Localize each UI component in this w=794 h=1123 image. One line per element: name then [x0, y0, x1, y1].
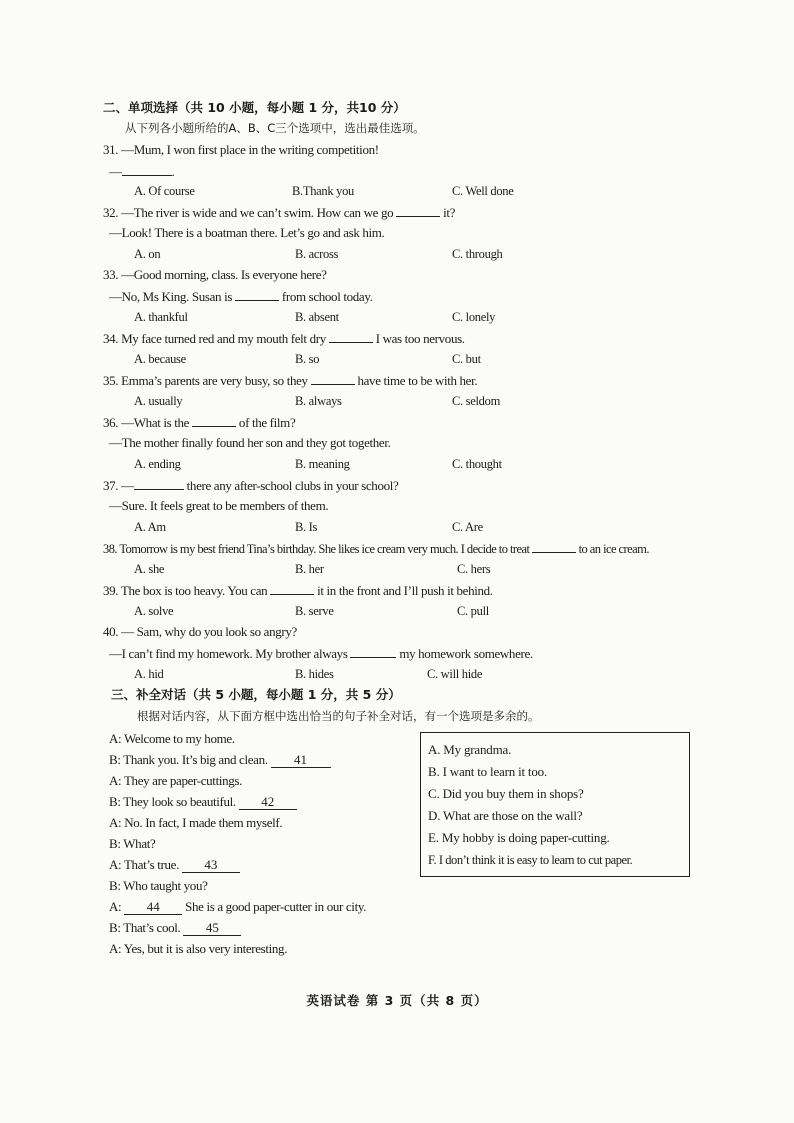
question-32-reply: —Look! There is a boatman there. Let’s go and ask him.: [109, 225, 385, 240]
question-32: 32. —The river is wide and we can’t swim. How can we go it?: [103, 205, 456, 220]
question-31-reply: — .: [109, 164, 175, 179]
dialogue-line: B: Who taught you?: [109, 878, 208, 893]
box-option: B. I want to learn it too.: [428, 764, 547, 779]
option-a: A. she: [134, 562, 165, 576]
question-33: 33. —Good morning, class. Is everyone here?: [103, 267, 327, 282]
section-title: 二、单项选择（共 10 小题，每小题 1 分，共10 分）: [103, 100, 406, 115]
option-b: B. hides: [295, 667, 334, 681]
option-b: B. across: [295, 247, 339, 261]
option-a: A. because: [134, 352, 186, 366]
dialogue-line: A: Yes, but it is also very interesting.: [109, 941, 288, 956]
blank-43: 43: [182, 858, 240, 873]
box-option: E. My hobby is doing paper-cutting.: [428, 830, 610, 845]
option-c: C. will hide: [427, 667, 483, 681]
blank-41: 41: [271, 753, 331, 768]
blank-44: 44: [124, 900, 182, 915]
option-b: B. absent: [295, 310, 339, 324]
question-40-reply: —I can’t find my homework. My brother always my homework somewhere.: [109, 646, 533, 661]
option-b: B. serve: [295, 604, 334, 618]
dialogue-line: A: That’s true. 43: [109, 857, 240, 873]
section-instruction: 从下列各小题所给的A、B、C三个选项中，选出最佳选项。: [125, 121, 425, 135]
option-a: A. thankful: [134, 310, 188, 324]
dialogue-line: A: Welcome to my home.: [109, 731, 235, 746]
option-b: B. always: [295, 394, 342, 408]
option-a: A. hid: [134, 667, 164, 681]
question-33-reply: —No, Ms King. Susan is from school today.: [109, 289, 373, 304]
blank-42: 42: [239, 795, 297, 810]
question-36-reply: —The mother finally found her son and they got together.: [109, 435, 391, 450]
box-option: D. What are those on the wall?: [428, 808, 583, 823]
option-c: C. but: [452, 352, 481, 366]
options-box: [420, 732, 690, 877]
option-b: B. her: [295, 562, 324, 576]
dialogue-line: A: They are paper-cuttings.: [109, 773, 242, 788]
question-38: 38. Tomorrow is my best friend Tina’s birthday. She likes ice cream very much. I decide to treat to an ice cream.: [103, 542, 649, 556]
box-option: C. Did you buy them in shops?: [428, 786, 584, 801]
option-a: A. solve: [134, 604, 174, 618]
dialogue-line: B: They look so beautiful. 42: [109, 794, 297, 810]
question-40: 40. — Sam, why do you look so angry?: [103, 624, 297, 639]
option-c: C. Are: [452, 520, 483, 534]
option-a: A. ending: [134, 457, 181, 471]
dialogue-line: A: 44 She is a good paper-cutter in our city.: [109, 899, 367, 914]
option-b: B. so: [295, 352, 320, 366]
dialogue-line: B: Thank you. It’s big and clean. 41: [109, 752, 331, 768]
option-c: C. Well done: [452, 184, 514, 198]
dialogue-line: A: No. In fact, I made them myself.: [109, 815, 283, 830]
option-b: B.Thank you: [292, 184, 354, 198]
box-option: F. I don’t think it is easy to learn to cut paper.: [428, 853, 633, 867]
option-a: A. on: [134, 247, 161, 261]
question-34: 34. My face turned red and my mouth felt dry I was too nervous.: [103, 331, 465, 346]
dialogue-line: B: What?: [109, 836, 156, 851]
option-c: C. hers: [457, 562, 491, 576]
option-c: C. lonely: [452, 310, 496, 324]
question-36: 36. —What is the of the film?: [103, 415, 296, 430]
option-c: C. thought: [452, 457, 502, 471]
box-option: A. My grandma.: [428, 742, 512, 757]
question-31: 31. —Mum, I won first place in the writing competition!: [103, 142, 379, 157]
option-c: C. pull: [457, 604, 489, 618]
question-35: 35. Emma’s parents are very busy, so they have time to be with her.: [103, 373, 478, 388]
section-instruction: 根据对话内容，从下面方框中选出恰当的句子补全对话，有一个选项是多余的。: [137, 709, 540, 723]
option-c: C. through: [452, 247, 503, 261]
question-37-reply: —Sure. It feels great to be members of them.: [109, 498, 329, 513]
section-title: 三、补全对话（共 5 小题，每小题 1 分，共 5 分）: [111, 687, 401, 702]
option-a: A. usually: [134, 394, 183, 408]
option-b: B. Is: [295, 520, 318, 534]
option-c: C. seldom: [452, 394, 500, 408]
question-39: 39. The box is too heavy. You can it in the front and I’ll push it behind.: [103, 583, 493, 598]
option-a: A. Am: [134, 520, 166, 534]
question-37: 37. — there any after-school clubs in your school?: [103, 478, 399, 493]
option-a: A. Of course: [134, 184, 195, 198]
dialogue-line: B: That’s cool. 45: [109, 920, 241, 936]
option-b: B. meaning: [295, 457, 350, 471]
page-footer: 英语试卷 第 3 页（共 8 页）: [306, 993, 488, 1008]
blank-45: 45: [183, 921, 241, 936]
